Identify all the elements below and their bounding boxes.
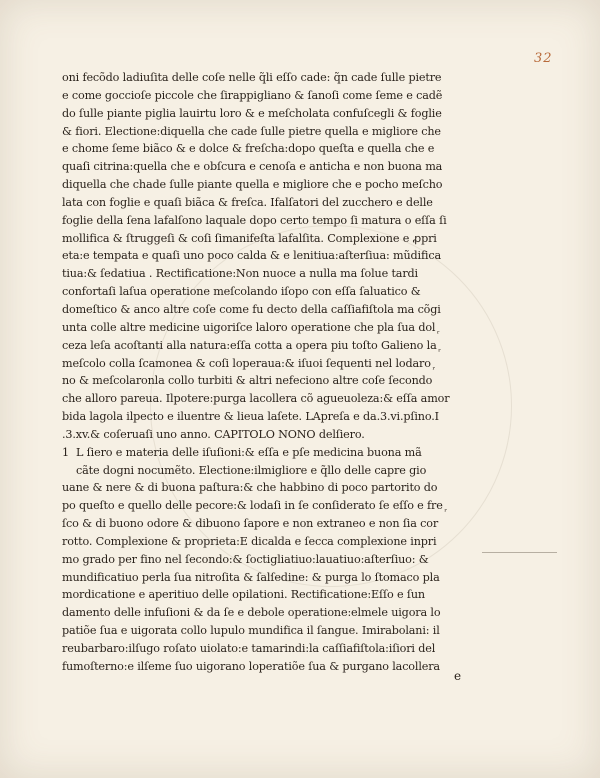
chapter-heading-line: .3.xv.& coſeruaſi uno anno. CAPITOLO NONO delſiero.	[62, 427, 365, 441]
text-line: ſco & di buono odore & dibuono ſapore e non extraneo e non ſia cor	[62, 517, 439, 531]
text-line: L ſiero e materia delle iſuſioni:& eſſa e pſe medicina buona mã	[76, 445, 422, 459]
text-block	[62, 69, 502, 676]
text-line: reubarbaro:ilſugo roſato uiolato:e tamarindi:la caſſiafiſtola:iſiori del	[62, 642, 436, 655]
text-line: domeſtico & anco altre coſe come fu decto della caſſiafiſtola ma cõgi	[62, 302, 441, 316]
text-line: confortaſi laſua operatione meſcolando iſopo con eſſa ſaluatico &	[62, 285, 421, 299]
text-line: no & meſcolaronla collo turbiti & altri nefeciono altre coſe ſecondo	[62, 374, 433, 388]
text-line: mundificatiuo perla ſua nitroſita & ſalſedine: & purga lo ſtomaco pla	[62, 570, 440, 584]
text-line: eta:e tempata e quaſi uno poco calda & e lenitiua:aſterſiua: mũdifica	[62, 249, 442, 263]
text-line: e chome ſeme biãco & e dolce & freſcha:dopo queſta e quella che e	[62, 142, 435, 156]
text-line: do ſulle piante piglia lauirtu loro & e meſcholata confuſcegli & foglie	[62, 106, 442, 120]
text-line: damento delle infuſioni & da ſe e debole operatione:elmele uigora lo	[62, 606, 441, 620]
text-line: fumoſterno:e ilſeme ſuo uigorano loperatiõe ſua & purgano lacollera	[62, 659, 440, 673]
text-line: che alloro pareua. Ilpotere:purga lacollera cõ agueuoleza:& eſſa amor	[62, 392, 450, 406]
text-line: mollifica & ſtruggeſi & coſi ſimanifeſta lafalſita. Complexione e ꝓpri	[62, 231, 437, 245]
text-line: tiua:& ſedatiua . Rectificatione:Non nuoce a nulla ma ſolue tardi	[62, 267, 418, 281]
text-line: uane & nere & di buona paſtura:& che habbino di poco partorito do	[62, 481, 438, 495]
text-line: diquella che chade ſulle piante quella e migliore che e pocho meſcho	[62, 178, 443, 192]
text-line: mo grado per fino nel ſecondo:& ſoctigliatiuo:lauatiuo:aſterſiuo: &	[62, 552, 429, 566]
text-line: rotto. Complexione & proprieta:E dicalda e ſecca complexione inpri	[62, 534, 437, 548]
text-line: oni fecõdo ladiuſita delle coſe nelle q̃li eſſo cade: q̃n cade ſulle pietre	[62, 71, 442, 84]
section-numeral: 1	[62, 445, 69, 459]
text-line: unta colle altre medicine uigoriſce laloro operatione che pla ſua dol ᷊	[62, 320, 439, 334]
text-line: lata con foglie e quaſi biãca & freſca. Ifalſatori del zucchero e delle	[62, 195, 433, 209]
text-line: ceza leſa acoſtanti alla natura:eſſa cotta a opera piu toſto Galieno la ᷊	[62, 338, 440, 352]
text-line: quaſi citrina:quella che e obſcura e cenoſa e anticha e non buona ma	[62, 160, 443, 174]
text-line: e come goccioſe piccole che ſirappigliano & ſanoſi come ſeme e cadẽ	[62, 88, 443, 102]
text-line: patiõe ſua e uigorata collo lupulo mundifica il ſangue. Imirabolani: il	[62, 624, 440, 638]
text-line: cãte dogni nocumẽto. Electione:ilmigliore e q̃llo delle capre gio	[76, 463, 427, 477]
text-line: foglie della ſena lafalſono laquale dopo certo tempo ſi matura o eſſa ſi	[62, 213, 447, 227]
text-line: mordicatione e aperitiuo delle opilationi. Rectificatione:Eſſo e ſun	[62, 588, 425, 602]
folio-number: 32	[534, 51, 553, 66]
margin-rule	[482, 552, 557, 553]
text-line: & fiori. Electione:diquella che cade ſulle pietre quella e migliore che	[62, 124, 441, 138]
catchword: e	[454, 669, 462, 683]
text-line-initial	[62, 444, 502, 462]
text-line: po queſto e quello delle pecore:& lodaſi in ſe conſiderato ſe eſſo e fre ᷊	[62, 499, 446, 513]
text-line: meſcolo colla ſcamonea & coſi loperaua:& iſuoi ſequenti nel lodaro ᷊	[62, 356, 434, 370]
text-line: bida lagola ilpecto e iluentre & lieua laſete. LApreſa e da.3.vi.pſino.I	[62, 410, 439, 424]
